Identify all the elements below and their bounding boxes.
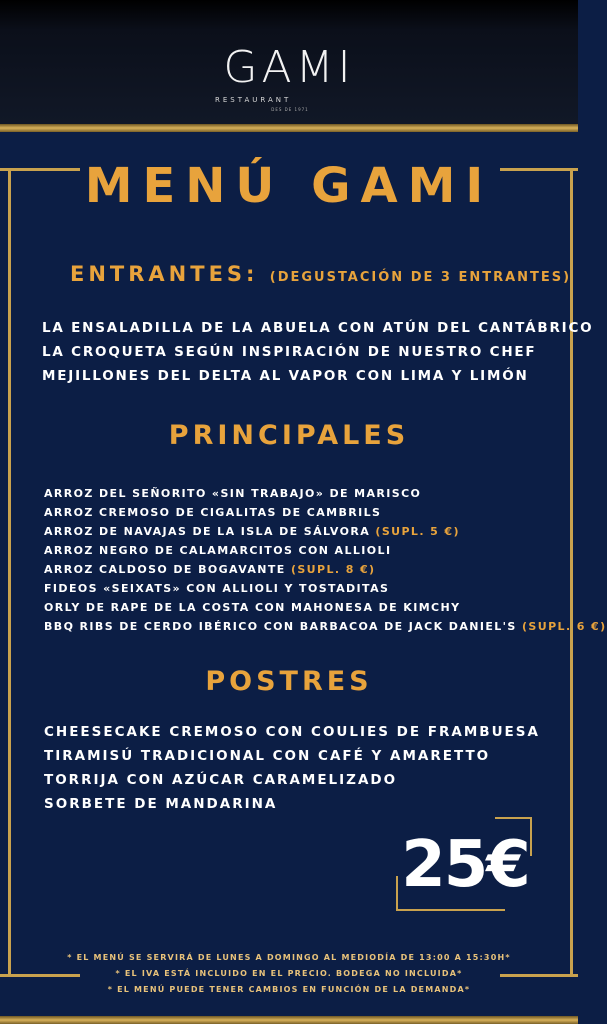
list-item xyxy=(44,579,607,598)
gold-band-top xyxy=(0,124,578,132)
list-item: CHEESECAKE CREMOSO CON COULIES DE FRAMBUESA xyxy=(44,724,540,740)
dish-name: ORLY DE RAPE DE LA COSTA CON MAHONESA DE KIMCHY xyxy=(44,601,461,614)
menu-price: 25€ xyxy=(401,828,529,902)
note-line: * EL MENÚ PUEDE TENER CAMBIOS EN FUNCIÓN DE LA DEMANDA* xyxy=(107,985,471,994)
logo-tagline: DES DE 1971 xyxy=(271,107,309,112)
dish-name: ARROZ CREMOSO DE CIGALITAS DE CAMBRILS xyxy=(44,506,382,519)
list-item xyxy=(44,560,607,579)
dish-name: BBQ RIBS DE CERDO IBÉRICO CON BARBACOA DE JACK DANIEL'S xyxy=(44,620,517,633)
list-item: LA ENSALADILLA DE LA ABUELA CON ATÚN DEL CANTÁBRICO xyxy=(42,320,594,336)
supplement-label: (SUPL. 5 €) xyxy=(375,525,460,538)
restaurant-logo xyxy=(0,44,578,92)
list-item xyxy=(44,598,607,617)
note-line: * EL MENÚ SE SERVIRÁ DE LUNES A DOMINGO AL MEDIODÍA DE 13:00 A 15:30H* xyxy=(67,953,511,962)
dish-name: FIDEOS «SEIXATS» CON ALLIOLI Y TOSTADITAS xyxy=(44,582,390,595)
supplement-label: (SUPL. 6 €) xyxy=(522,620,607,633)
list-item: TIRAMISÚ TRADICIONAL CON CAFÉ Y AMARETTO xyxy=(44,748,491,764)
postres-heading: POSTRES xyxy=(205,666,373,697)
list-item xyxy=(44,503,607,522)
postres-list xyxy=(44,720,540,816)
dish-name: ARROZ DEL SEÑORITO «SIN TRABAJO» DE MARISCO xyxy=(44,487,422,500)
list-item: TORRIJA CON AZÚCAR CARAMELIZADO xyxy=(44,772,398,788)
dish-name: ARROZ NEGRO DE CALAMARCITOS CON ALLIOLI xyxy=(44,544,392,557)
list-item xyxy=(44,484,607,503)
gold-band-bottom xyxy=(0,1016,578,1024)
entrantes-heading xyxy=(70,262,571,286)
principales-heading: PRINCIPALES xyxy=(168,420,410,451)
list-item: LA CROQUETA SEGÚN INSPIRACIÓN DE NUESTRO CHEF xyxy=(42,344,537,360)
list-item: SORBETE DE MANDARINA xyxy=(44,796,278,812)
entrantes-list xyxy=(42,316,593,388)
list-item xyxy=(44,617,607,636)
logo-subtitle: RESTAURANT xyxy=(215,96,292,104)
principales-list xyxy=(44,484,607,636)
entrantes-subtitle: (DEGUSTACIÓN DE 3 ENTRANTES) xyxy=(269,270,572,285)
note-line: * EL IVA ESTÁ INCLUIDO EN EL PRECIO. BODEGA NO INCLUIDA* xyxy=(115,969,463,978)
list-item: MEJILLONES DEL DELTA AL VAPOR CON LIMA Y LIMÓN xyxy=(42,368,529,384)
list-item xyxy=(44,541,607,560)
dish-name: ARROZ DE NAVAJAS DE LA ISLA DE SÁLVORA xyxy=(44,525,371,538)
list-item xyxy=(44,522,607,541)
frame-left xyxy=(8,168,11,976)
logo-name: GAMI xyxy=(223,42,355,93)
entrantes-title: ENTRANTES: xyxy=(70,262,259,286)
supplement-label: (SUPL. 8 €) xyxy=(290,563,376,576)
footer-notes xyxy=(0,950,578,998)
menu-title: MENÚ GAMI xyxy=(84,158,494,214)
dish-name: ARROZ CALDOSO DE BOGAVANTE xyxy=(44,563,286,576)
